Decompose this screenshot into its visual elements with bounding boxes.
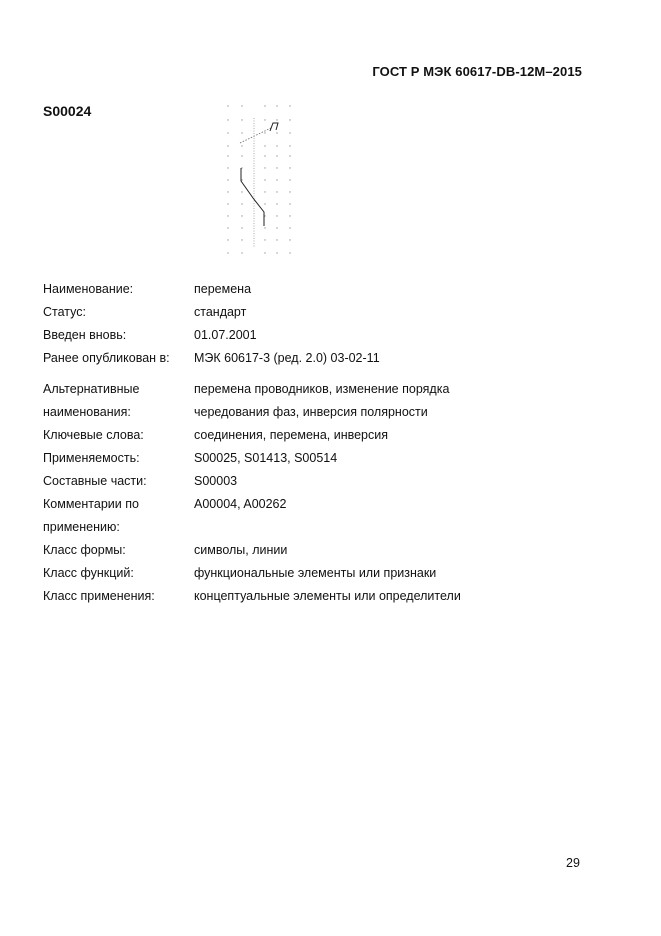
property-row-shape-class — [43, 541, 603, 564]
property-label: применению: — [43, 520, 120, 534]
property-value: чередования фаз, инверсия полярности — [194, 405, 428, 419]
property-row-name — [43, 280, 603, 303]
property-row-application-notes — [43, 495, 603, 518]
property-label: Статус: — [43, 305, 86, 319]
property-row-status — [43, 303, 603, 326]
property-label: Ранее опубликован в: — [43, 351, 170, 365]
property-value: функциональные элементы или признаки — [194, 566, 437, 580]
property-label: Класс применения: — [43, 589, 155, 603]
property-label: Составные части: — [43, 474, 147, 488]
symbol-id: S00024 — [43, 103, 92, 119]
property-value: стандарт — [194, 305, 247, 319]
property-label: Применяемость: — [43, 451, 140, 465]
property-label: Класс функций: — [43, 566, 134, 580]
property-row-alternative-names-cont — [43, 403, 603, 426]
document-standard-header: ГОСТ Р МЭК 60617-DB-12M–2015 — [372, 64, 582, 79]
property-row-function-class — [43, 564, 603, 587]
property-row-keywords — [43, 426, 603, 449]
property-row-applicability — [43, 449, 603, 472]
property-value: концептуальные элементы или определители — [194, 589, 461, 603]
symbol-properties-table — [43, 280, 603, 610]
property-value — [194, 518, 603, 541]
property-row-application-notes-cont — [43, 518, 603, 541]
property-value: A00004, A00262 — [194, 497, 287, 511]
phase-reversal-symbol-icon — [220, 98, 300, 263]
property-value: перемена проводников, изменение порядка — [194, 382, 450, 396]
property-value: 01.07.2001 — [194, 328, 257, 342]
property-label: Наименование: — [43, 282, 134, 296]
property-label: Класс формы: — [43, 543, 126, 557]
property-row-application-class — [43, 587, 603, 610]
property-label: наименования: — [43, 405, 131, 419]
property-value: S00025, S01413, S00514 — [194, 451, 338, 465]
property-value: МЭК 60617-3 (ред. 2.0) 03-02-11 — [194, 351, 380, 365]
property-row-components — [43, 472, 603, 495]
property-label: Комментарии по — [43, 497, 139, 511]
property-value: соединения, перемена, инверсия — [194, 428, 389, 442]
property-value: S00003 — [194, 474, 238, 488]
property-value: символы, линии — [194, 543, 288, 557]
property-label: Альтернативные — [43, 382, 140, 396]
property-row-introduced — [43, 326, 603, 349]
property-label: Введен вновь: — [43, 328, 127, 342]
property-value: перемена — [194, 282, 252, 296]
section-gap — [43, 372, 603, 380]
page-number: 29 — [566, 856, 580, 870]
property-row-alternative-names — [43, 380, 603, 403]
property-label: Ключевые слова: — [43, 428, 144, 442]
property-row-previously-published — [43, 349, 603, 372]
